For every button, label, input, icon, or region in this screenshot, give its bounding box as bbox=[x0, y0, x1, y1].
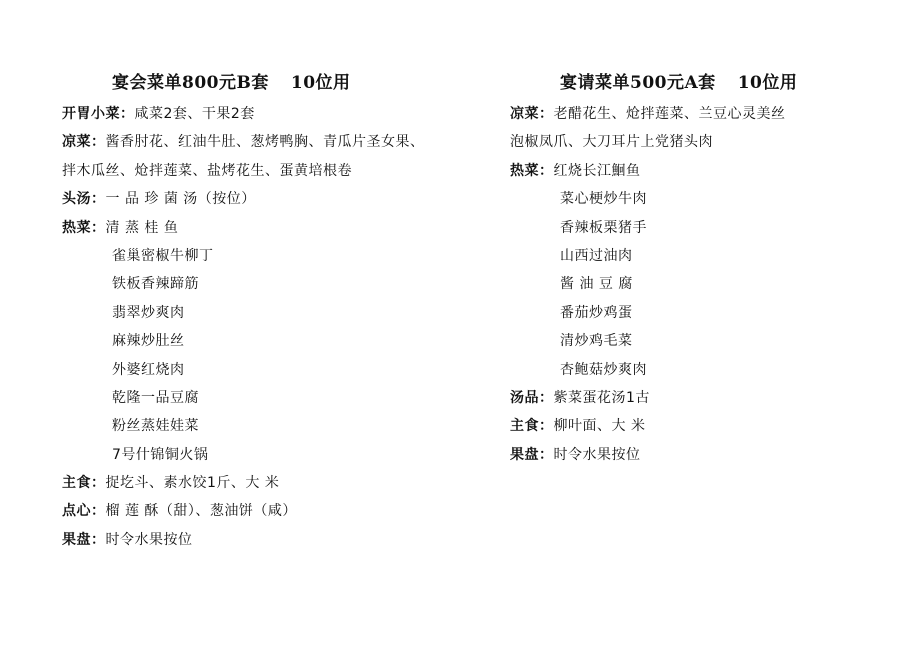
course-label: 主食： bbox=[62, 475, 106, 492]
dish-text: 菜心梗炒牛肉 bbox=[560, 191, 647, 208]
menu-line bbox=[62, 384, 482, 412]
menu-line bbox=[62, 128, 482, 156]
menu-b-title bbox=[112, 68, 351, 93]
menu-line bbox=[510, 242, 890, 270]
dish-text: 酱香肘花、红油牛肚、葱烤鸭胸、青瓜片圣女果、 bbox=[105, 134, 425, 151]
dish-text: 乾隆一品豆腐 bbox=[112, 389, 199, 406]
course-label: 汤品： bbox=[510, 389, 554, 406]
dish-text: 咸菜2套、干果2套 bbox=[134, 106, 255, 122]
dish-text: 清炒鸡毛菜 bbox=[560, 333, 633, 350]
dish-text: 雀巢密椒牛柳丁 bbox=[112, 247, 214, 264]
dish-text: 时令水果按位 bbox=[105, 531, 193, 548]
dish-text: 一 品 珍 菌 汤（按位） bbox=[105, 191, 256, 208]
course-label: 果盘： bbox=[510, 446, 554, 463]
menu-line bbox=[510, 327, 890, 355]
menu-b-title-text: 宴会菜单800元B套 bbox=[112, 73, 269, 93]
menu-line bbox=[510, 157, 890, 185]
menu-line bbox=[510, 384, 890, 412]
course-label: 主食： bbox=[510, 418, 554, 435]
dish-text: 老醋花生、炝拌莲菜、兰豆心灵美丝 bbox=[553, 106, 786, 122]
menu-line bbox=[510, 270, 890, 298]
menu-line bbox=[62, 185, 482, 213]
dish-text: 粉丝蒸娃娃菜 bbox=[112, 418, 199, 435]
menu-line bbox=[510, 214, 890, 242]
menu-line bbox=[510, 128, 890, 156]
dish-text: 拌木瓜丝、炝拌莲菜、盐烤花生、蛋黄培根卷 bbox=[62, 162, 352, 179]
menu-line bbox=[510, 299, 890, 327]
dish-text: 麻辣炒肚丝 bbox=[112, 333, 185, 350]
dish-text: 酱 油 豆 腐 bbox=[560, 276, 633, 293]
dish-text: 铁板香辣蹄筋 bbox=[112, 276, 199, 293]
course-label: 点心： bbox=[62, 503, 106, 520]
menu-line bbox=[62, 526, 482, 554]
course-label: 热菜： bbox=[62, 219, 106, 236]
dish-text: 紫菜蛋花汤1古 bbox=[553, 389, 650, 406]
menu-line bbox=[62, 412, 482, 440]
menu-a-title bbox=[560, 68, 797, 93]
menu-line bbox=[62, 157, 482, 185]
menu-line bbox=[62, 441, 482, 469]
menu-line bbox=[62, 356, 482, 384]
dish-text: 杏鲍菇炒爽肉 bbox=[560, 361, 647, 378]
menu-a-title-text: 宴请菜单500元A套 bbox=[560, 73, 716, 93]
course-label: 果盘： bbox=[62, 531, 106, 548]
menu-line bbox=[510, 412, 890, 440]
menu-b-lines bbox=[62, 100, 482, 554]
dish-text: 外婆红烧肉 bbox=[112, 361, 185, 378]
menu-a-serving: 10位用 bbox=[737, 73, 798, 93]
menu-line bbox=[62, 497, 482, 525]
menu-line bbox=[62, 327, 482, 355]
course-label: 凉菜： bbox=[62, 134, 106, 151]
dish-text: 番茄炒鸡蛋 bbox=[560, 304, 633, 321]
dish-text: 泡椒凤爪、大刀耳片上党猪头肉 bbox=[510, 134, 713, 151]
menu-line bbox=[62, 100, 482, 128]
course-label: 头汤： bbox=[62, 191, 106, 208]
dish-text: 香辣板栗猪手 bbox=[560, 219, 647, 236]
dish-text: 捉圪斗、素水饺1斤、大 米 bbox=[105, 475, 280, 492]
dish-text: 翡翠炒爽肉 bbox=[112, 304, 185, 321]
menu-line bbox=[510, 356, 890, 384]
menu-line bbox=[510, 100, 890, 128]
course-label: 开胃小菜： bbox=[62, 106, 135, 122]
menu-b-serving: 10位用 bbox=[290, 73, 351, 93]
course-label: 热菜： bbox=[510, 162, 554, 179]
course-label: 凉菜： bbox=[510, 106, 554, 122]
menu-line bbox=[62, 214, 482, 242]
menu-line bbox=[62, 299, 482, 327]
menu-line bbox=[62, 469, 482, 497]
dish-text: 清 蒸 桂 鱼 bbox=[105, 219, 179, 236]
dish-text: 柳叶面、大 米 bbox=[553, 418, 646, 435]
menu-line bbox=[62, 242, 482, 270]
menu-a-lines bbox=[510, 100, 890, 469]
dish-text: 时令水果按位 bbox=[553, 446, 641, 463]
dish-text: 7号什锦铜火锅 bbox=[112, 446, 209, 463]
dish-text: 红烧长江鮰鱼 bbox=[553, 162, 641, 179]
menu-line bbox=[510, 441, 890, 469]
menu-line bbox=[62, 270, 482, 298]
dish-text: 榴 莲 酥（甜）、葱油饼（咸） bbox=[105, 503, 297, 520]
menu-line bbox=[510, 185, 890, 213]
dish-text: 山西过油肉 bbox=[560, 247, 633, 264]
